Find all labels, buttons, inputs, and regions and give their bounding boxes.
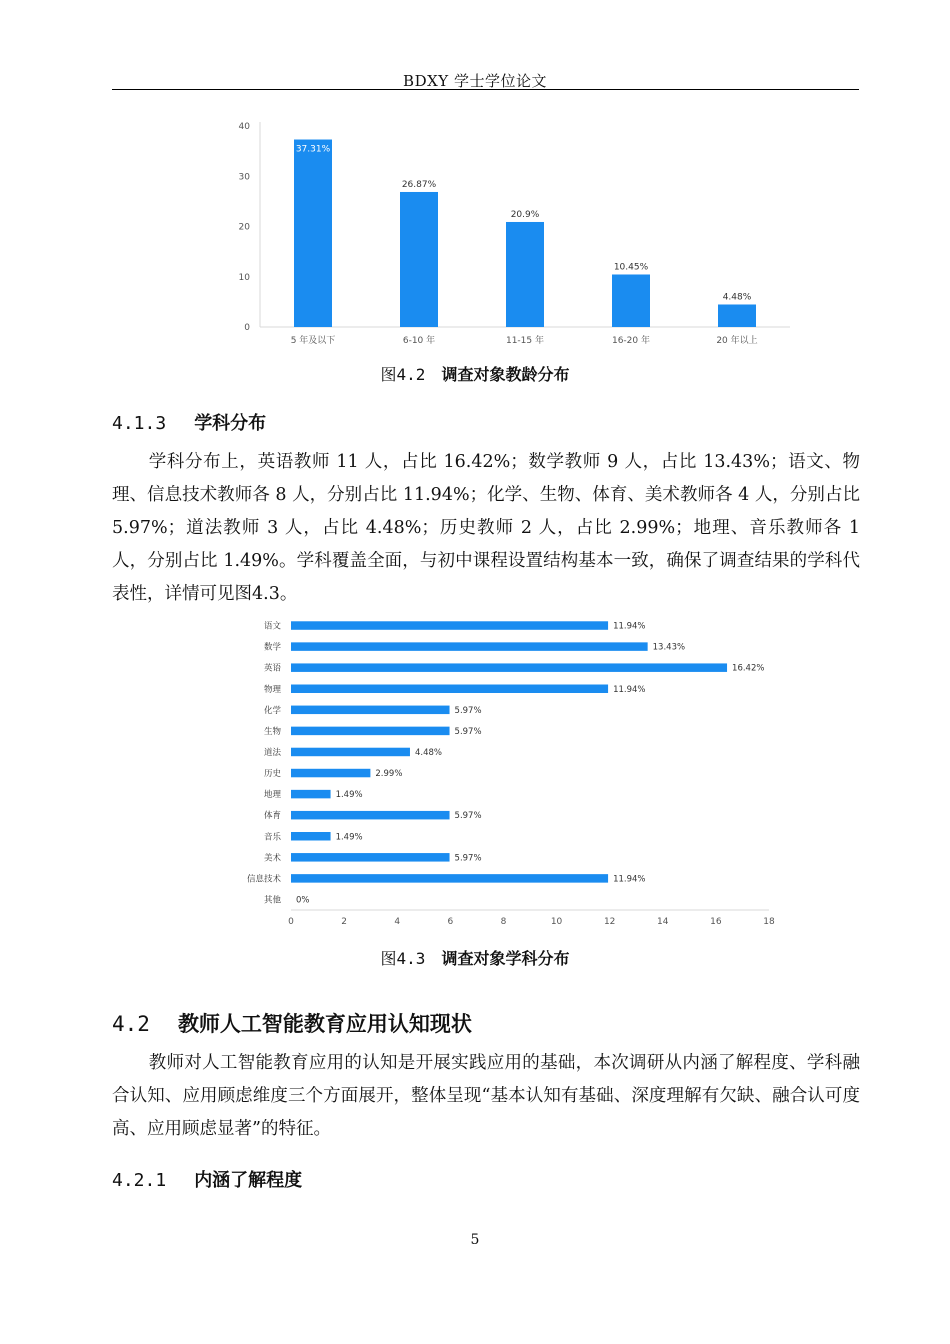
bar xyxy=(291,748,410,757)
y-tick-label: 地理 xyxy=(263,790,281,801)
y-tick-label: 20 xyxy=(238,222,250,233)
x-tick-label: 14 xyxy=(657,917,669,927)
x-tick-label: 6-10 年 xyxy=(402,336,436,346)
bar xyxy=(291,853,450,862)
section-title: 教师人工智能教育应用认知现状 xyxy=(177,1012,472,1036)
bar xyxy=(291,663,727,672)
data-label: 16.42% xyxy=(732,663,765,674)
y-tick-label: 历史 xyxy=(263,769,281,780)
x-tick-label: 4 xyxy=(394,917,401,927)
bar xyxy=(718,304,756,327)
figure-title: 调查对象学科分布 xyxy=(441,949,570,968)
y-tick-label: 语文 xyxy=(263,621,281,632)
bar xyxy=(291,621,608,630)
data-label: 11.94% xyxy=(613,684,646,695)
body-paragraph: 教师对人工智能教育应用的认知是开展实践应用的基础，本次调研从内涵了解程度、学科融合认知、应用顾虑维度三个方面展开，整体呈现“基本认知有基础、深度理解有欠缺、融合认可度高、应用顾虑显著”的特征。 xyxy=(112,1053,860,1139)
section-title: 内涵了解程度 xyxy=(194,1170,303,1191)
y-tick-label: 10 xyxy=(238,272,250,283)
bar xyxy=(291,874,608,883)
bar xyxy=(291,832,331,841)
section-title: 学科分布 xyxy=(194,413,267,434)
y-tick-label: 其他 xyxy=(263,895,281,906)
x-tick-label: 2 xyxy=(341,917,347,927)
bar xyxy=(291,706,450,715)
data-label: 0% xyxy=(296,895,310,906)
data-label: 1.49% xyxy=(335,832,363,843)
bar xyxy=(294,140,332,327)
data-label: 26.87% xyxy=(401,179,437,190)
bar xyxy=(291,727,450,736)
bar xyxy=(291,790,331,799)
data-label: 37.31% xyxy=(295,144,331,155)
bar xyxy=(612,274,650,327)
data-label: 5.97% xyxy=(454,726,482,737)
x-tick-label: 12 xyxy=(603,917,616,927)
y-tick-label: 物理 xyxy=(263,684,281,695)
y-tick-label: 信息技术 xyxy=(246,874,281,885)
figure-4-2-caption xyxy=(0,362,950,385)
data-label: 5.97% xyxy=(454,811,482,822)
y-tick-label: 0 xyxy=(244,323,250,333)
bar xyxy=(291,769,370,778)
y-tick-label: 音乐 xyxy=(263,832,281,843)
body-paragraph: 学科分布上，英语教师 11 人，占比 16.42%；数学教师 9 人，占比 13.43%；语文、物理、信息技术教师各 8 人，分别占比 11.94%；化学、生物、体育、美术教师各 4 人，分别占比 5.97%；道法教师 3 人，占比 4.48%；历史教师 2 人，占比 2.99%；地理、音乐教师各 1 人，分别占比 1.49%。学科覆盖全面，与初中课程设置结构基本一致，确保了调查结果的学科代表性，详情可见图4.3。 xyxy=(112,452,860,604)
x-tick-label: 16 xyxy=(710,917,722,927)
section-heading-4-2 xyxy=(112,1008,472,1038)
y-tick-label: 体育 xyxy=(263,811,281,822)
data-label: 4.48% xyxy=(722,292,752,303)
x-tick-label: 16-20 年 xyxy=(611,336,651,346)
y-tick-label: 美术 xyxy=(263,853,281,864)
bar xyxy=(400,192,438,327)
data-label: 11.94% xyxy=(613,874,646,885)
section-number: 4.2 xyxy=(112,1012,150,1036)
x-tick-label: 0 xyxy=(288,917,294,927)
chart-teaching-years xyxy=(225,112,805,352)
x-tick-label: 18 xyxy=(763,917,775,927)
x-tick-label: 5 年及以下 xyxy=(290,336,336,346)
data-label: 2.99% xyxy=(375,769,403,780)
figure-title: 调查对象教龄分布 xyxy=(441,365,570,384)
data-label: 13.43% xyxy=(652,642,686,653)
section-heading-4-1-3 xyxy=(112,409,266,435)
y-tick-label: 生物 xyxy=(263,726,281,737)
data-label: 5.97% xyxy=(454,705,482,716)
data-label: 10.45% xyxy=(613,262,649,273)
y-tick-label: 40 xyxy=(238,122,250,132)
x-tick-label: 10 xyxy=(550,917,563,927)
x-tick-label: 11-15 年 xyxy=(505,336,545,346)
figure-number: 图4.2 xyxy=(380,365,426,384)
x-tick-label: 8 xyxy=(500,917,507,927)
section-number: 4.1.3 xyxy=(112,413,167,434)
figure-4-3-caption xyxy=(0,946,950,969)
x-tick-label: 6 xyxy=(447,917,454,927)
y-tick-label: 数学 xyxy=(263,642,281,653)
bar xyxy=(291,642,648,651)
y-tick-label: 化学 xyxy=(263,705,281,716)
data-label: 20.9% xyxy=(510,209,540,220)
y-tick-label: 道法 xyxy=(263,747,281,758)
bar xyxy=(291,811,450,820)
section-number: 4.2.1 xyxy=(112,1170,167,1191)
bar xyxy=(506,222,544,327)
running-header: BDXY 学士学位论文 xyxy=(403,72,547,90)
y-tick-label: 30 xyxy=(238,172,250,183)
bar xyxy=(291,685,608,694)
y-tick-label: 英语 xyxy=(263,663,281,674)
header-rule xyxy=(112,89,859,90)
data-label: 11.94% xyxy=(613,621,646,632)
page-number: 5 xyxy=(470,1232,480,1248)
section-heading-4-2-1 xyxy=(112,1166,302,1192)
figure-number: 图4.3 xyxy=(380,949,426,968)
data-label: 4.48% xyxy=(414,747,442,758)
data-label: 1.49% xyxy=(335,790,363,801)
chart-subjects xyxy=(225,612,805,932)
data-label: 5.97% xyxy=(454,853,482,864)
x-tick-label: 20 年以上 xyxy=(716,336,758,346)
